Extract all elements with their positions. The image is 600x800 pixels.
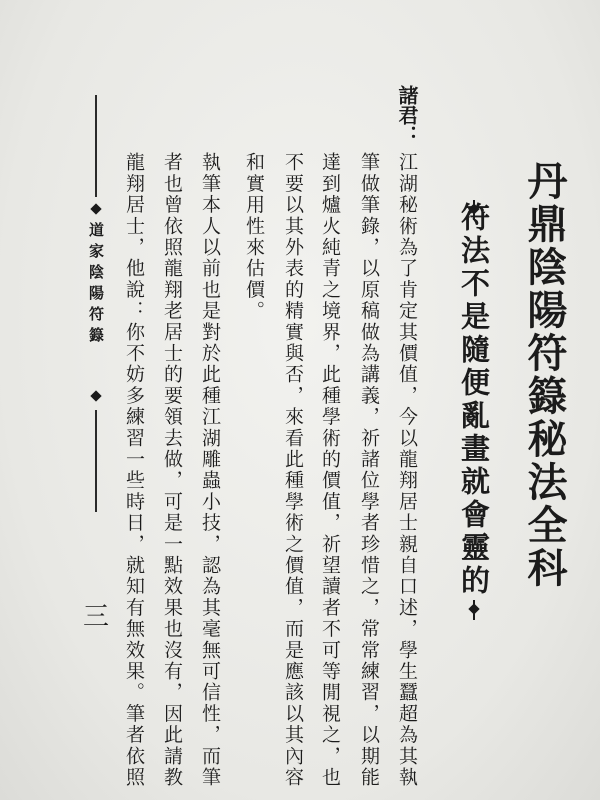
text-column: 者也曾依照龍翔老居士的要領去做，可是一點效果也沒有，因此請教 xyxy=(161,152,183,788)
chapter-title: 符法不是隨便亂畫就會靈的 xyxy=(457,202,491,598)
text-column: 和實用性來估價。 xyxy=(243,152,265,322)
text-column: 江湖秘術為了肯定其價值，今以龍翔居士親自口述，學生蠶超為其執 xyxy=(396,152,418,788)
text-column: 達到爐火純青之境界，此種學術的價值，祈望讀者不可等閒視之，也 xyxy=(319,152,341,788)
text-column: 執筆本人以前也是對於此種江湖雕蟲小技，認為其毫無可信性，而筆 xyxy=(199,152,221,788)
text-column: 龍翔居士，他說：你不妨多練習一些時日，就知有無效果。筆者依照 xyxy=(123,152,145,788)
text-column: 筆做筆錄，以原稿做為講義，祈諸位學者珍惜之，常常練習，以期能 xyxy=(358,152,380,788)
diamond-ornament-icon xyxy=(90,390,102,402)
margin-rule xyxy=(95,95,97,197)
chapter-heading xyxy=(454,200,494,600)
margin-rule xyxy=(95,410,97,512)
diamond-ornament-icon xyxy=(90,203,102,215)
running-header: 道家陰陽符籙 xyxy=(87,222,105,348)
address-label: 諸君： xyxy=(395,85,419,145)
book-title: 丹鼎陰陽符籙秘法全科 xyxy=(521,160,568,590)
page-number: 三 xyxy=(82,602,109,632)
text-column: 不要以其外表的精實與否，來看此種學術之價值，而是應該以其內容 xyxy=(282,152,304,788)
